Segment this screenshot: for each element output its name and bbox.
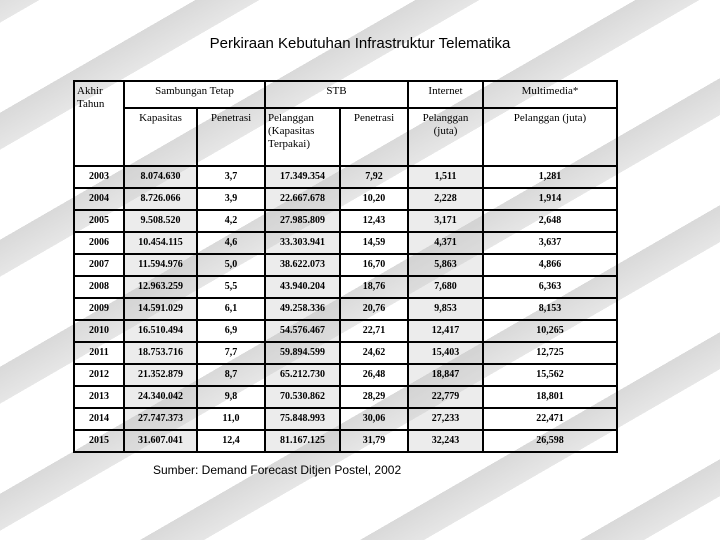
cell-kapasitas: 8.726.066 [124, 188, 197, 210]
cell-year: 2006 [74, 232, 124, 254]
cell-penetrasi-stb: 20,76 [340, 298, 408, 320]
cell-year: 2004 [74, 188, 124, 210]
cell-year: 2007 [74, 254, 124, 276]
cell-multimedia: 6,363 [483, 276, 617, 298]
cell-pelanggan-stb: 49.258.336 [265, 298, 340, 320]
cell-pelanggan-stb: 81.167.125 [265, 430, 340, 452]
infrastructure-table [73, 80, 618, 453]
cell-kapasitas: 27.747.373 [124, 408, 197, 430]
cell-year: 2012 [74, 364, 124, 386]
cell-pelanggan-stb: 54.576.467 [265, 320, 340, 342]
table-row [74, 276, 617, 298]
header-internet: Internet [408, 81, 483, 108]
cell-kapasitas: 10.454.115 [124, 232, 197, 254]
cell-multimedia: 15,562 [483, 364, 617, 386]
header-stb: STB [265, 81, 408, 108]
cell-year: 2015 [74, 430, 124, 452]
cell-kapasitas: 12.963.259 [124, 276, 197, 298]
cell-penetrasi-stb: 30,06 [340, 408, 408, 430]
cell-penetrasi: 3,9 [197, 188, 265, 210]
cell-penetrasi-stb: 12,43 [340, 210, 408, 232]
table-row [74, 298, 617, 320]
cell-multimedia: 1,914 [483, 188, 617, 210]
cell-internet: 22,779 [408, 386, 483, 408]
cell-internet: 12,417 [408, 320, 483, 342]
cell-internet: 7,680 [408, 276, 483, 298]
cell-multimedia: 18,801 [483, 386, 617, 408]
cell-internet: 18,847 [408, 364, 483, 386]
cell-internet: 15,403 [408, 342, 483, 364]
cell-multimedia: 12,725 [483, 342, 617, 364]
cell-year: 2011 [74, 342, 124, 364]
cell-year: 2014 [74, 408, 124, 430]
cell-pelanggan-stb: 75.848.993 [265, 408, 340, 430]
cell-pelanggan-stb: 70.530.862 [265, 386, 340, 408]
cell-internet: 32,243 [408, 430, 483, 452]
cell-penetrasi: 5,0 [197, 254, 265, 276]
cell-year: 2005 [74, 210, 124, 232]
table-row [74, 188, 617, 210]
cell-kapasitas: 9.508.520 [124, 210, 197, 232]
cell-pelanggan-stb: 65.212.730 [265, 364, 340, 386]
cell-internet: 2,228 [408, 188, 483, 210]
cell-penetrasi: 8,7 [197, 364, 265, 386]
cell-kapasitas: 14.591.029 [124, 298, 197, 320]
cell-penetrasi-stb: 14,59 [340, 232, 408, 254]
cell-penetrasi-stb: 26,48 [340, 364, 408, 386]
cell-penetrasi-stb: 7,92 [340, 166, 408, 188]
table-row [74, 430, 617, 452]
header-year: Akhir Tahun [74, 81, 124, 166]
cell-year: 2008 [74, 276, 124, 298]
cell-pelanggan-stb: 38.622.073 [265, 254, 340, 276]
cell-penetrasi-stb: 31,79 [340, 430, 408, 452]
cell-multimedia: 10,265 [483, 320, 617, 342]
cell-kapasitas: 8.074.630 [124, 166, 197, 188]
table-row [74, 342, 617, 364]
cell-penetrasi-stb: 22,71 [340, 320, 408, 342]
cell-kapasitas: 16.510.494 [124, 320, 197, 342]
cell-penetrasi: 9,8 [197, 386, 265, 408]
cell-pelanggan-stb: 43.940.204 [265, 276, 340, 298]
cell-penetrasi-stb: 10,20 [340, 188, 408, 210]
cell-pelanggan-stb: 59.894.599 [265, 342, 340, 364]
header-multimedia: Multimedia* [483, 81, 617, 108]
cell-internet: 1,511 [408, 166, 483, 188]
table-row [74, 166, 617, 188]
cell-kapasitas: 18.753.716 [124, 342, 197, 364]
cell-penetrasi: 4,6 [197, 232, 265, 254]
header-pelanggan-multimedia: Pelanggan (juta) [483, 108, 617, 166]
table-section [73, 80, 618, 478]
cell-internet: 5,863 [408, 254, 483, 276]
cell-internet: 9,853 [408, 298, 483, 320]
table-row [74, 364, 617, 386]
cell-multimedia: 2,648 [483, 210, 617, 232]
table-row [74, 254, 617, 276]
cell-year: 2003 [74, 166, 124, 188]
cell-multimedia: 22,471 [483, 408, 617, 430]
cell-multimedia: 8,153 [483, 298, 617, 320]
cell-multimedia: 3,637 [483, 232, 617, 254]
cell-kapasitas: 11.594.976 [124, 254, 197, 276]
cell-kapasitas: 21.352.879 [124, 364, 197, 386]
cell-multimedia: 4,866 [483, 254, 617, 276]
table-row [74, 386, 617, 408]
cell-penetrasi: 12,4 [197, 430, 265, 452]
cell-pelanggan-stb: 22.667.678 [265, 188, 340, 210]
cell-pelanggan-stb: 17.349.354 [265, 166, 340, 188]
cell-penetrasi-stb: 16,70 [340, 254, 408, 276]
cell-penetrasi: 6,9 [197, 320, 265, 342]
cell-pelanggan-stb: 27.985.809 [265, 210, 340, 232]
slide-title: Perkiraan Kebutuhan Infrastruktur Telematika [209, 35, 511, 52]
cell-multimedia: 1,281 [483, 166, 617, 188]
cell-penetrasi: 7,7 [197, 342, 265, 364]
cell-internet: 3,171 [408, 210, 483, 232]
cell-penetrasi-stb: 18,76 [340, 276, 408, 298]
cell-penetrasi: 6,1 [197, 298, 265, 320]
table-row [74, 210, 617, 232]
header-pelanggan-internet: Pelanggan (juta) [408, 108, 483, 166]
header-penetrasi: Penetrasi [197, 108, 265, 166]
cell-penetrasi: 11,0 [197, 408, 265, 430]
table-row [74, 320, 617, 342]
cell-penetrasi: 3,7 [197, 166, 265, 188]
cell-penetrasi-stb: 28,29 [340, 386, 408, 408]
cell-kapasitas: 24.340.042 [124, 386, 197, 408]
cell-year: 2009 [74, 298, 124, 320]
cell-multimedia: 26,598 [483, 430, 617, 452]
cell-year: 2013 [74, 386, 124, 408]
cell-internet: 4,371 [408, 232, 483, 254]
cell-pelanggan-stb: 33.303.941 [265, 232, 340, 254]
source-note: Sumber: Demand Forecast Ditjen Postel, 2002 [153, 463, 402, 477]
cell-penetrasi: 4,2 [197, 210, 265, 232]
cell-kapasitas: 31.607.041 [124, 430, 197, 452]
table-row [74, 408, 617, 430]
cell-penetrasi-stb: 24,62 [340, 342, 408, 364]
cell-penetrasi: 5,5 [197, 276, 265, 298]
table-row [74, 232, 617, 254]
header-kapasitas: Kapasitas [124, 108, 197, 166]
header-pelanggan-stb: Pelanggan (Kapasitas Terpakai) [265, 108, 340, 166]
header-penetrasi-stb: Penetrasi [340, 108, 408, 166]
header-sambungan-tetap: Sambungan Tetap [124, 81, 265, 108]
cell-internet: 27,233 [408, 408, 483, 430]
cell-year: 2010 [74, 320, 124, 342]
